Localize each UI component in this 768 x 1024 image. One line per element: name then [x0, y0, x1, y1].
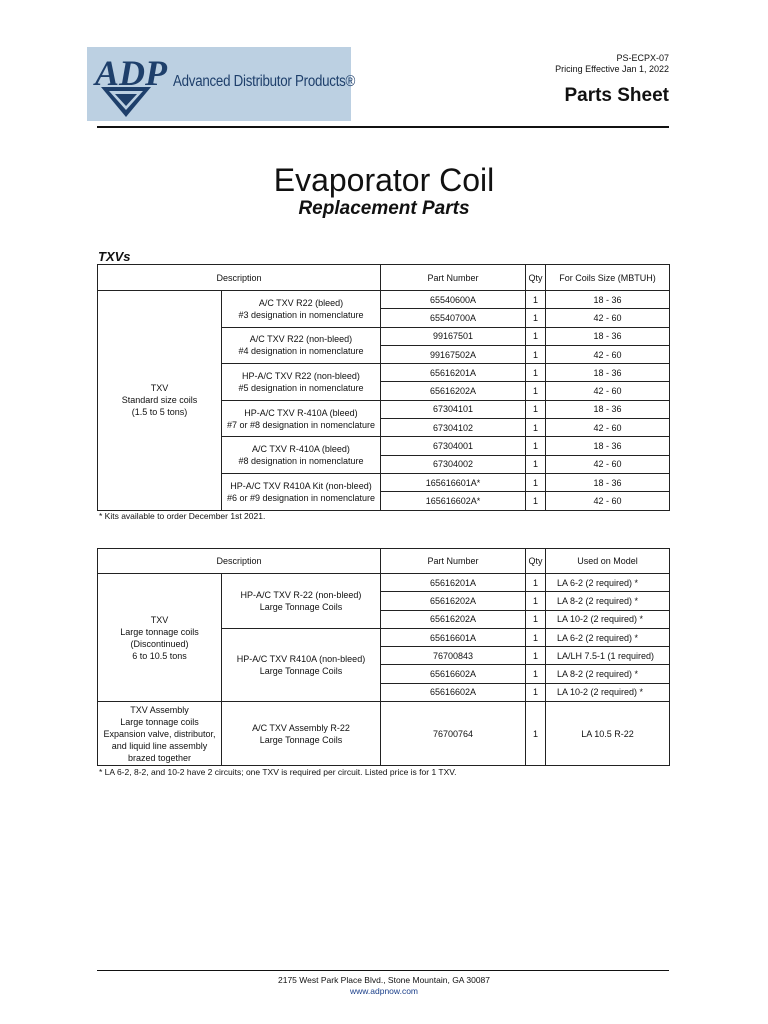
txv-table	[97, 264, 670, 511]
column-header: Description	[98, 265, 381, 291]
coil-size: 42 - 60	[546, 455, 670, 473]
quantity: 1	[526, 610, 546, 628]
quantity: 1	[526, 628, 546, 646]
item-description-line: HP-A/C TXV R410A (non-bleed)	[236, 653, 366, 664]
quantity: 1	[526, 592, 546, 610]
quantity: 1	[526, 683, 546, 701]
item-description-line: HP-A/C TXV R-410A (bleed)	[244, 407, 358, 418]
used-on-model: LA 10.5 R-22	[546, 702, 670, 766]
page-title: Evaporator Coil	[273, 162, 495, 198]
group-label	[98, 702, 222, 766]
item-description	[222, 473, 381, 510]
item-description-line: #6 or #9 designation in nomenclature	[226, 492, 376, 503]
group-label-line: TXV	[150, 383, 169, 394]
item-description-line: #5 designation in nomenclature	[238, 382, 364, 393]
quantity: 1	[526, 702, 546, 766]
coil-size: 18 - 36	[546, 400, 670, 418]
part-number: 65616602A	[381, 665, 526, 683]
quantity: 1	[526, 665, 546, 683]
column-header: Part Number	[381, 549, 526, 574]
item-description-line: A/C TXV R22 (non-bleed)	[249, 334, 353, 345]
part-number: 65540600A	[381, 291, 526, 309]
quantity: 1	[526, 455, 546, 473]
footer-divider	[97, 970, 669, 971]
quantity: 1	[526, 419, 546, 437]
part-number: 99167501	[381, 327, 526, 345]
item-description	[222, 364, 381, 401]
coil-size: 18 - 36	[546, 473, 670, 491]
group-label-line: Large tonnage coils	[120, 716, 199, 727]
quantity: 1	[526, 291, 546, 309]
part-number: 76700764	[381, 702, 526, 766]
quantity: 1	[526, 400, 546, 418]
part-number: 65616201A	[381, 574, 526, 592]
quantity: 1	[526, 647, 546, 665]
item-description	[222, 702, 381, 766]
item-description-line: HP-A/C TXV R-22 (non-bleed)	[240, 589, 362, 600]
part-number: 99167502A	[381, 345, 526, 363]
table-header-row	[98, 549, 670, 574]
coil-size: 18 - 36	[546, 327, 670, 345]
group-label	[98, 291, 222, 511]
header-divider	[97, 126, 669, 128]
item-description-line: Large Tonnage Coils	[259, 734, 343, 745]
item-description	[222, 628, 381, 701]
item-description	[222, 291, 381, 328]
column-header: Qty	[526, 265, 546, 291]
item-description-line: #8 designation in nomenclature	[238, 456, 364, 467]
item-description-line: Large Tonnage Coils	[259, 601, 343, 612]
document-id: PS-ECPX-07	[616, 53, 669, 63]
part-number: 67304001	[381, 437, 526, 455]
item-description	[222, 574, 381, 629]
part-number: 65616202A	[381, 382, 526, 400]
part-number: 65616202A	[381, 592, 526, 610]
footer	[0, 975, 768, 997]
table-header-row	[98, 265, 670, 291]
group-label-line: Large tonnage coils	[120, 626, 199, 637]
group-label-line: 6 to 10.5 tons	[132, 650, 187, 661]
coil-size: 42 - 60	[546, 419, 670, 437]
part-number: 76700843	[381, 647, 526, 665]
item-description-line: HP-A/C TXV R410A Kit (non-bleed)	[230, 480, 372, 491]
group-label-line: Standard size coils	[121, 395, 198, 406]
column-header: For Coils Size (MBTUH)	[546, 265, 670, 291]
quantity: 1	[526, 345, 546, 363]
column-header: Used on Model	[546, 549, 670, 574]
coil-size: 42 - 60	[546, 492, 670, 510]
quantity: 1	[526, 309, 546, 327]
page-subtitle: Replacement Parts	[298, 198, 470, 219]
sheet-title: Parts Sheet	[564, 85, 669, 106]
item-description	[222, 437, 381, 474]
part-number: 165616601A*	[381, 473, 526, 491]
group-label-line: (Discontinued)	[130, 638, 189, 649]
part-number: 67304101	[381, 400, 526, 418]
group-label-line: brazed together	[127, 752, 192, 763]
item-description-line: Large Tonnage Coils	[259, 665, 343, 676]
logo-text: Advanced Distributor Products®	[173, 73, 356, 90]
used-on-model: LA 6-2 (2 required) *	[546, 574, 670, 592]
part-number: 65616601A	[381, 628, 526, 646]
kits-footnote: * Kits available to order December 1st 2021.	[99, 511, 266, 521]
group-label-line: TXV	[150, 614, 169, 625]
item-description-line: A/C TXV R-410A (bleed)	[252, 444, 350, 455]
part-number: 165616602A*	[381, 492, 526, 510]
quantity: 1	[526, 382, 546, 400]
group-label-line: (1.5 to 5 tons)	[131, 407, 188, 418]
coil-size: 42 - 60	[546, 382, 670, 400]
table-row	[98, 702, 670, 766]
coil-size: 18 - 36	[546, 364, 670, 382]
footer-url: www.adpnow.com	[349, 986, 419, 996]
item-description	[222, 327, 381, 364]
part-number: 65540700A	[381, 309, 526, 327]
large-tonnage-table	[97, 548, 670, 766]
quantity: 1	[526, 473, 546, 491]
svg-text:ADP: ADP	[95, 53, 167, 93]
group-label-line: Expansion valve, distributor,	[103, 728, 216, 739]
quantity: 1	[526, 492, 546, 510]
used-on-model: LA 10-2 (2 required) *	[546, 610, 670, 628]
quantity: 1	[526, 327, 546, 345]
item-description-line: #7 or #8 designation in nomenclature	[226, 419, 376, 430]
part-number: 67304002	[381, 455, 526, 473]
group-label-line: and liquid line assembly	[111, 740, 208, 751]
txv-section-heading: TXVs	[98, 249, 131, 264]
part-number: 65616201A	[381, 364, 526, 382]
table-row	[98, 291, 670, 309]
used-on-model: LA 10-2 (2 required) *	[546, 683, 670, 701]
table-row	[98, 574, 670, 592]
document-id-block	[555, 53, 669, 75]
used-on-model: LA 8-2 (2 required) *	[546, 665, 670, 683]
column-header: Qty	[526, 549, 546, 574]
item-description	[222, 400, 381, 437]
column-header: Part Number	[381, 265, 526, 291]
part-number: 67304102	[381, 419, 526, 437]
item-description-line: #3 designation in nomenclature	[238, 309, 364, 320]
item-description-line: HP-A/C TXV R22 (non-bleed)	[242, 370, 360, 381]
group-label	[98, 574, 222, 702]
coil-size: 18 - 36	[546, 437, 670, 455]
coil-size: 18 - 36	[546, 291, 670, 309]
coil-size: 42 - 60	[546, 309, 670, 327]
used-on-model: LA/LH 7.5-1 (1 required)	[546, 647, 670, 665]
used-on-model: LA 8-2 (2 required) *	[546, 592, 670, 610]
item-description-line: #4 designation in nomenclature	[238, 346, 364, 357]
quantity: 1	[526, 364, 546, 382]
quantity: 1	[526, 437, 546, 455]
adp-logo	[87, 47, 356, 121]
column-header: Description	[98, 549, 381, 574]
quantity: 1	[526, 574, 546, 592]
coil-size: 42 - 60	[546, 345, 670, 363]
used-on-model: LA 6-2 (2 required) *	[546, 628, 670, 646]
footer-address: 2175 West Park Place Blvd., Stone Mountain, GA 30087	[278, 975, 490, 985]
circuits-footnote: * LA 6-2, 8-2, and 10-2 have 2 circuits; one TXV is required per circuit. Listed price is for 1 TXV.	[99, 767, 457, 777]
pricing-effective: Pricing Effective Jan 1, 2022	[555, 64, 669, 74]
part-number: 65616602A	[381, 683, 526, 701]
item-description-line: A/C TXV R22 (bleed)	[258, 297, 344, 308]
part-number: 65616202A	[381, 610, 526, 628]
group-label-line: TXV Assembly	[130, 704, 189, 715]
item-description-line: A/C TXV Assembly R-22	[252, 722, 350, 733]
